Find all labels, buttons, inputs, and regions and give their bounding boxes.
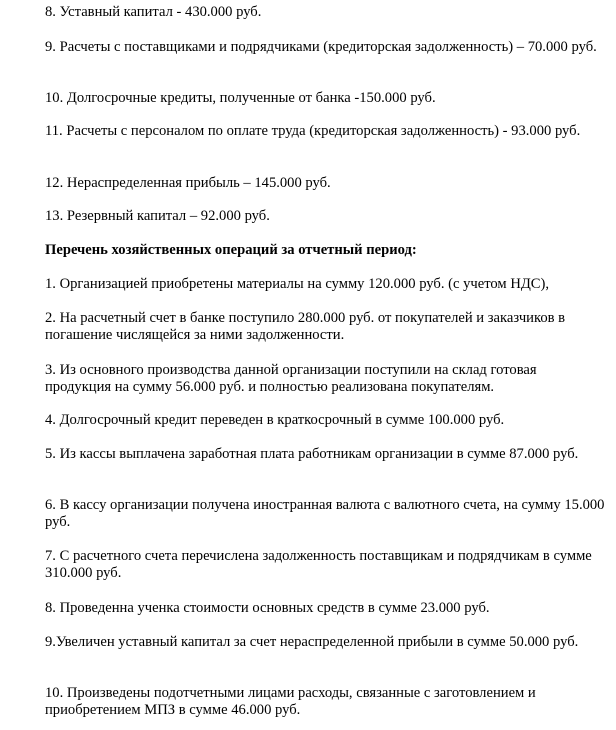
operation-item: 3. Из основного производства данной организации поступили на склад готовая продукция на сумму 56.000 руб. и полностью реализована покупателям. xyxy=(45,362,537,395)
operation-item: 9.Увеличен уставный капитал за счет нераспределенной прибыли в сумме 50.000 руб. xyxy=(45,634,579,650)
balance-item: 11. Расчеты с персоналом по оплате труда (кредиторская задолженность) - 93.000 руб. xyxy=(45,123,581,139)
balance-item: 8. Уставный капитал - 430.000 руб. xyxy=(45,4,262,20)
operations-heading: Перечень хозяйственных операций за отчетный период: xyxy=(45,242,417,258)
balance-item: 9. Расчеты с поставщиками и подрядчиками (кредиторская задолженность) – 70.000 руб. xyxy=(45,39,597,55)
operation-item: 7. С расчетного счета перечислена задолженность поставщикам и подрядчикам в сумме 310.000 руб. xyxy=(45,548,592,581)
balance-item: 10. Долгосрочные кредиты, полученные от банка -150.000 руб. xyxy=(45,90,436,106)
operation-item: 1. Организацией приобретены материалы на сумму 120.000 руб. (с учетом НДС), xyxy=(45,276,550,292)
balance-item: 13. Резервный капитал – 92.000 руб. xyxy=(45,208,270,224)
operation-item: 6. В кассу организации получена иностранная валюта с валютного счета, на сумму 15.000 руб. xyxy=(45,497,605,530)
operation-item: 2. На расчетный счет в банке поступило 280.000 руб. от покупателей и заказчиков в погашение числящейся за ними задолженности. xyxy=(45,310,566,343)
operation-item: 5. Из кассы выплачена заработная плата работникам организации в сумме 87.000 руб. xyxy=(45,446,579,462)
operation-item: 10. Произведены подотчетными лицами расходы, связанные с заготовлением и приобретением МПЗ в сумме 46.000 руб. xyxy=(45,685,536,718)
operation-item: 4. Долгосрочный кредит переведен в краткосрочный в сумме 100.000 руб. xyxy=(45,412,505,428)
operation-item: 8. Проведенна ученка стоимости основных средств в сумме 23.000 руб. xyxy=(45,600,490,616)
balance-item: 12. Нераспределенная прибыль – 145.000 руб. xyxy=(45,175,331,191)
